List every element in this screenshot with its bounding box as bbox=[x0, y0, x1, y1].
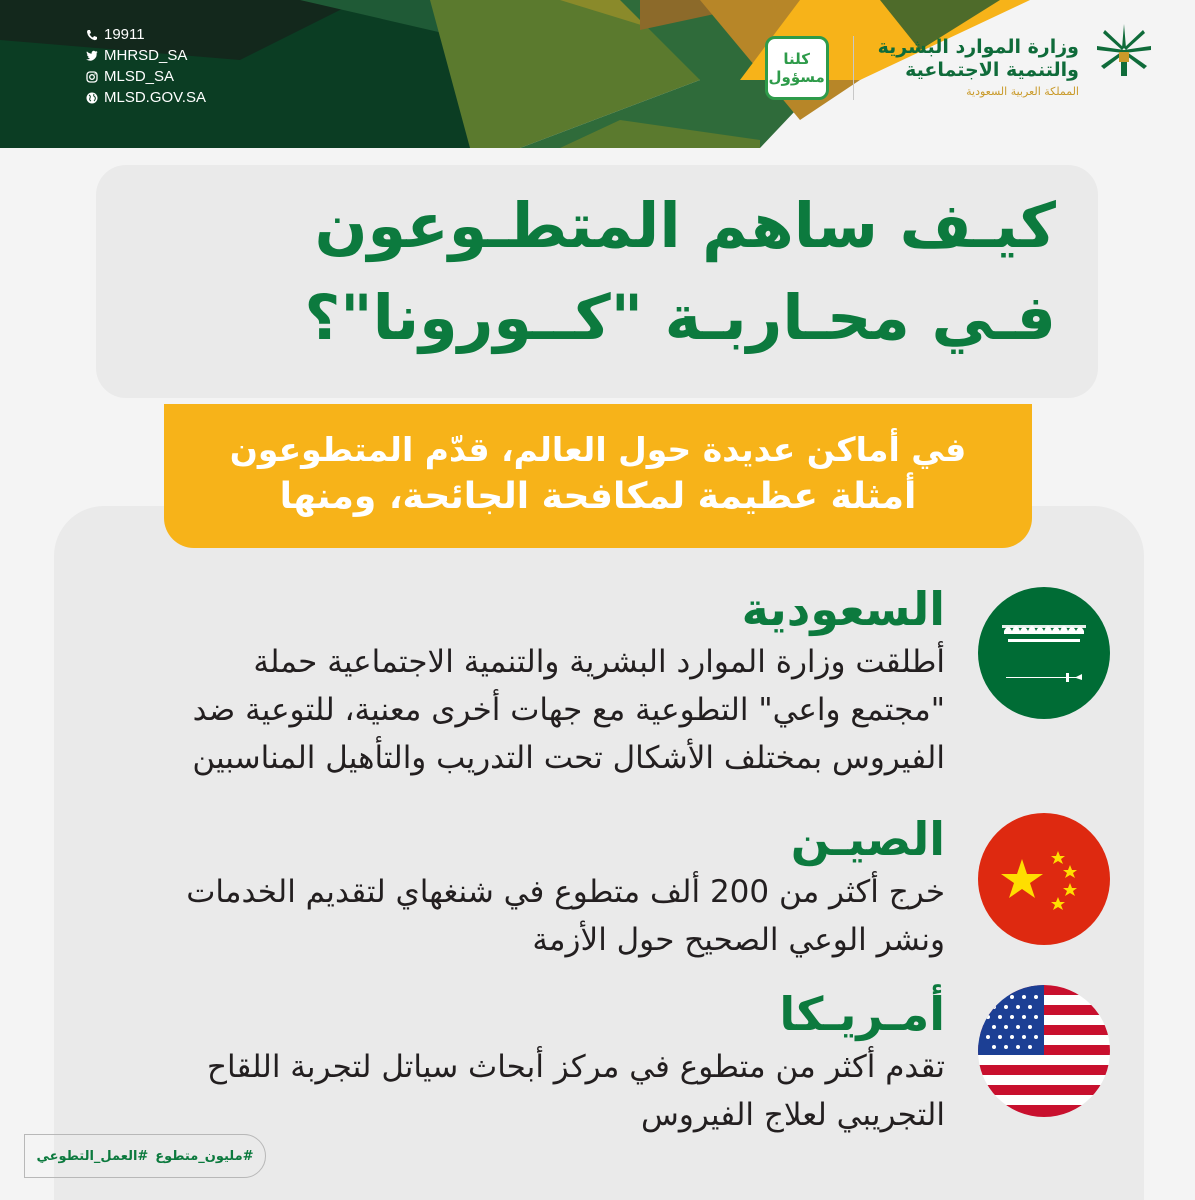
usa-text-line2: التجريبي لعلاج الفيروس bbox=[641, 1097, 945, 1133]
twitter-icon bbox=[86, 50, 98, 62]
header-banner bbox=[0, 0, 1195, 148]
ministry-name-line1: وزارة الموارد البشرية bbox=[877, 36, 1079, 58]
globe-icon bbox=[86, 92, 98, 104]
title-line1: كيـف ساهم المتطـوعون bbox=[314, 189, 1056, 262]
campaign-badge bbox=[765, 36, 829, 100]
phone-icon bbox=[86, 29, 98, 41]
twitter-handle: MHRSD_SA bbox=[104, 47, 188, 64]
country-title-china: الصيـن bbox=[790, 812, 945, 866]
ministry-name bbox=[878, 36, 1079, 100]
section-china bbox=[125, 810, 945, 964]
instagram-icon bbox=[86, 71, 98, 83]
saudi-text-line3: الفيروس بمختلف الأشكال تحت التدريب والتأهيل المناسبين bbox=[192, 740, 945, 776]
china-text-line1: خرج أكثر من 200 ألف متطوع في شنغهاي لتقديم الخدمات bbox=[186, 874, 945, 910]
section-usa bbox=[125, 985, 945, 1139]
header-divider bbox=[853, 36, 854, 100]
website-url: MLSD.GOV.SA bbox=[104, 89, 206, 106]
saudi-flag-icon bbox=[978, 587, 1110, 719]
phone-row[interactable] bbox=[86, 24, 206, 45]
saudi-text-line1: أطلقت وزارة الموارد البشرية والتنمية الاجتماعية حملة bbox=[253, 644, 945, 680]
subtitle-line2: أمثلة عظيمة لمكافحة الجائحة، ومنها bbox=[279, 476, 917, 517]
country-title-usa: أمـريـكا bbox=[779, 987, 945, 1041]
instagram-handle: MLSD_SA bbox=[104, 68, 175, 85]
usa-flag-icon bbox=[978, 985, 1110, 1117]
instagram-row[interactable] bbox=[86, 66, 206, 87]
hashtag-million-volunteer[interactable]: #مليون_متطوع bbox=[155, 1148, 254, 1164]
section-saudi bbox=[125, 580, 945, 782]
contact-info bbox=[86, 24, 206, 108]
hashtags-bar bbox=[24, 1134, 266, 1178]
badge-line1: كلنا bbox=[783, 50, 810, 68]
china-text-line2: ونشر الوعي الصحيح حول الأزمة bbox=[532, 922, 945, 958]
saudi-text-line2: "مجتمع واعي" التطوعية مع جهات أخرى معنية، للتوعية ضد bbox=[192, 692, 945, 728]
country-title-saudi: السعودية bbox=[741, 582, 945, 636]
ministry-branding bbox=[765, 18, 1155, 118]
ministry-logo-icon bbox=[1093, 18, 1155, 118]
ministry-country: المملكة العربية السعودية bbox=[966, 85, 1079, 98]
phone-number: 19911 bbox=[104, 26, 145, 43]
usa-text-line1: تقدم أكثر من متطوع في مركز أبحاث سياتل لتجربة اللقاح bbox=[206, 1049, 945, 1085]
website-row[interactable] bbox=[86, 87, 206, 108]
subtitle-line1: في أماكن عديدة حول العالم، قدّم المتطوعون bbox=[229, 430, 967, 469]
twitter-row[interactable] bbox=[86, 45, 206, 66]
hashtag-volunteer-work[interactable]: #العمل_التطوعي bbox=[36, 1148, 149, 1164]
page-title bbox=[96, 180, 1056, 364]
subtitle-bar bbox=[164, 404, 1032, 548]
title-line2: فـي محـاربـة "كــورونا"؟ bbox=[304, 281, 1056, 354]
badge-line2: مسؤول bbox=[768, 68, 825, 86]
china-flag-icon bbox=[978, 813, 1110, 945]
ministry-name-line2: والتنمية الاجتماعية bbox=[905, 59, 1079, 81]
